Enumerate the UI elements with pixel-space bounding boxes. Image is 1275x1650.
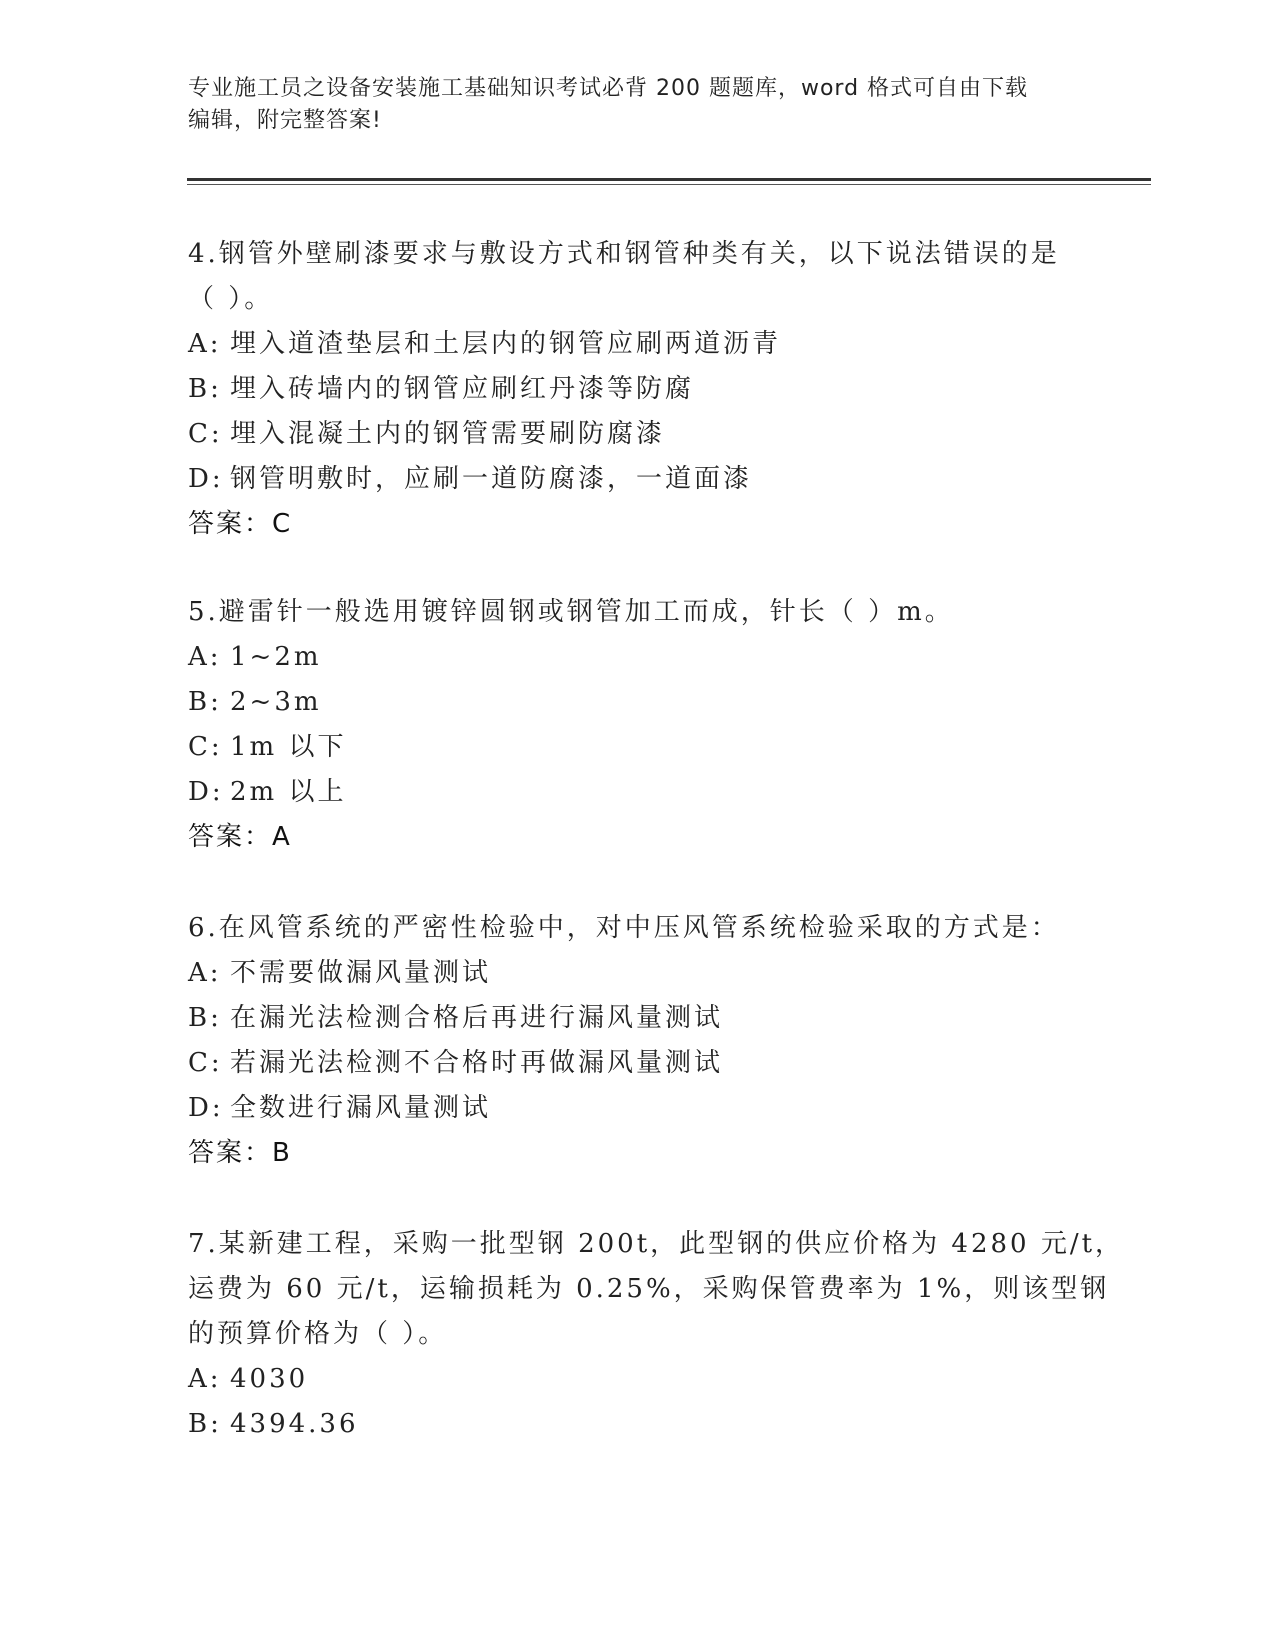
option-text: 不需要做漏风量测试 <box>230 958 492 988</box>
answer-line: 答案：C <box>188 509 293 539</box>
option-text: 2m 以上 <box>230 777 347 807</box>
question-6 <box>188 906 1068 1176</box>
option-c <box>188 412 1068 457</box>
question-4 <box>188 232 1068 547</box>
option-text: 4394.36 <box>230 1409 359 1439</box>
option-b <box>188 680 1068 725</box>
option-c <box>188 1041 1068 1086</box>
option-b <box>188 1402 1068 1447</box>
option-label: D: <box>188 777 224 807</box>
question-stem-line: 运费为 60 元/t，运输损耗为 0.25%，采购保管费率为 1%，则该型钢 <box>188 1274 1110 1304</box>
question-stem-line: 7.某新建工程，采购一批型钢 200t，此型钢的供应价格为 4280 元/t， <box>188 1229 1125 1259</box>
option-a <box>188 322 1068 367</box>
question-7 <box>188 1222 1125 1447</box>
option-d <box>188 770 1068 815</box>
option-a <box>188 951 1068 996</box>
option-text: 埋入混凝土内的钢管需要刷防腐漆 <box>230 419 666 449</box>
document-header <box>188 73 1088 137</box>
option-d <box>188 457 1068 502</box>
header-line-2: 编辑，附完整答案! <box>188 108 382 133</box>
option-label: B: <box>188 374 222 404</box>
option-label: C: <box>188 732 223 762</box>
header-rule-thick <box>187 178 1151 181</box>
option-b <box>188 367 1068 412</box>
option-label: A: <box>188 329 222 359</box>
option-text: 2~3m <box>230 687 322 717</box>
question-stem-line: 5.避雷针一般选用镀锌圆钢或钢管加工而成，针长（ ）m。 <box>188 597 954 627</box>
option-label: D: <box>188 1093 224 1123</box>
option-a <box>188 635 1068 680</box>
option-label: A: <box>188 1364 222 1394</box>
header-line-1: 专业施工员之设备安装施工基础知识考试必背 200 题题库，word 格式可自由下载 <box>188 76 1029 101</box>
option-text: 1~2m <box>230 642 322 672</box>
option-label: D: <box>188 464 224 494</box>
option-text: 钢管明敷时，应刷一道防腐漆，一道面漆 <box>230 464 753 494</box>
option-label: B: <box>188 1003 222 1033</box>
question-5 <box>188 590 1068 860</box>
answer-line: 答案：B <box>188 1138 292 1168</box>
option-text: 在漏光法检测合格后再进行漏风量测试 <box>230 1003 724 1033</box>
option-label: A: <box>188 642 222 672</box>
option-text: 全数进行漏风量测试 <box>230 1093 492 1123</box>
question-stem-line: 的预算价格为（ ）。 <box>188 1319 448 1349</box>
option-label: B: <box>188 1409 222 1439</box>
option-text: 若漏光法检测不合格时再做漏风量测试 <box>230 1048 724 1078</box>
option-label: C: <box>188 1048 223 1078</box>
option-label: C: <box>188 419 223 449</box>
option-b <box>188 996 1068 1041</box>
question-stem-line: 6.在风管系统的严密性检验中，对中压风管系统检验采取的方式是： <box>188 913 1060 943</box>
option-text: 1m 以下 <box>230 732 347 762</box>
option-a <box>188 1357 1068 1402</box>
option-c <box>188 725 1068 770</box>
option-text: 埋入砖墙内的钢管应刷红丹漆等防腐 <box>230 374 695 404</box>
question-stem-line: （ ）。 <box>188 284 274 314</box>
answer-line: 答案：A <box>188 822 292 852</box>
option-label: A: <box>188 958 222 988</box>
question-stem-line: 4.钢管外壁刷漆要求与敷设方式和钢管种类有关，以下说法错误的是 <box>188 239 1060 269</box>
option-label: B: <box>188 687 222 717</box>
option-text: 4030 <box>230 1364 309 1394</box>
option-d <box>188 1086 1068 1131</box>
option-text: 埋入道渣垫层和土层内的钢管应刷两道沥青 <box>230 329 782 359</box>
header-rule-thin <box>187 184 1151 185</box>
